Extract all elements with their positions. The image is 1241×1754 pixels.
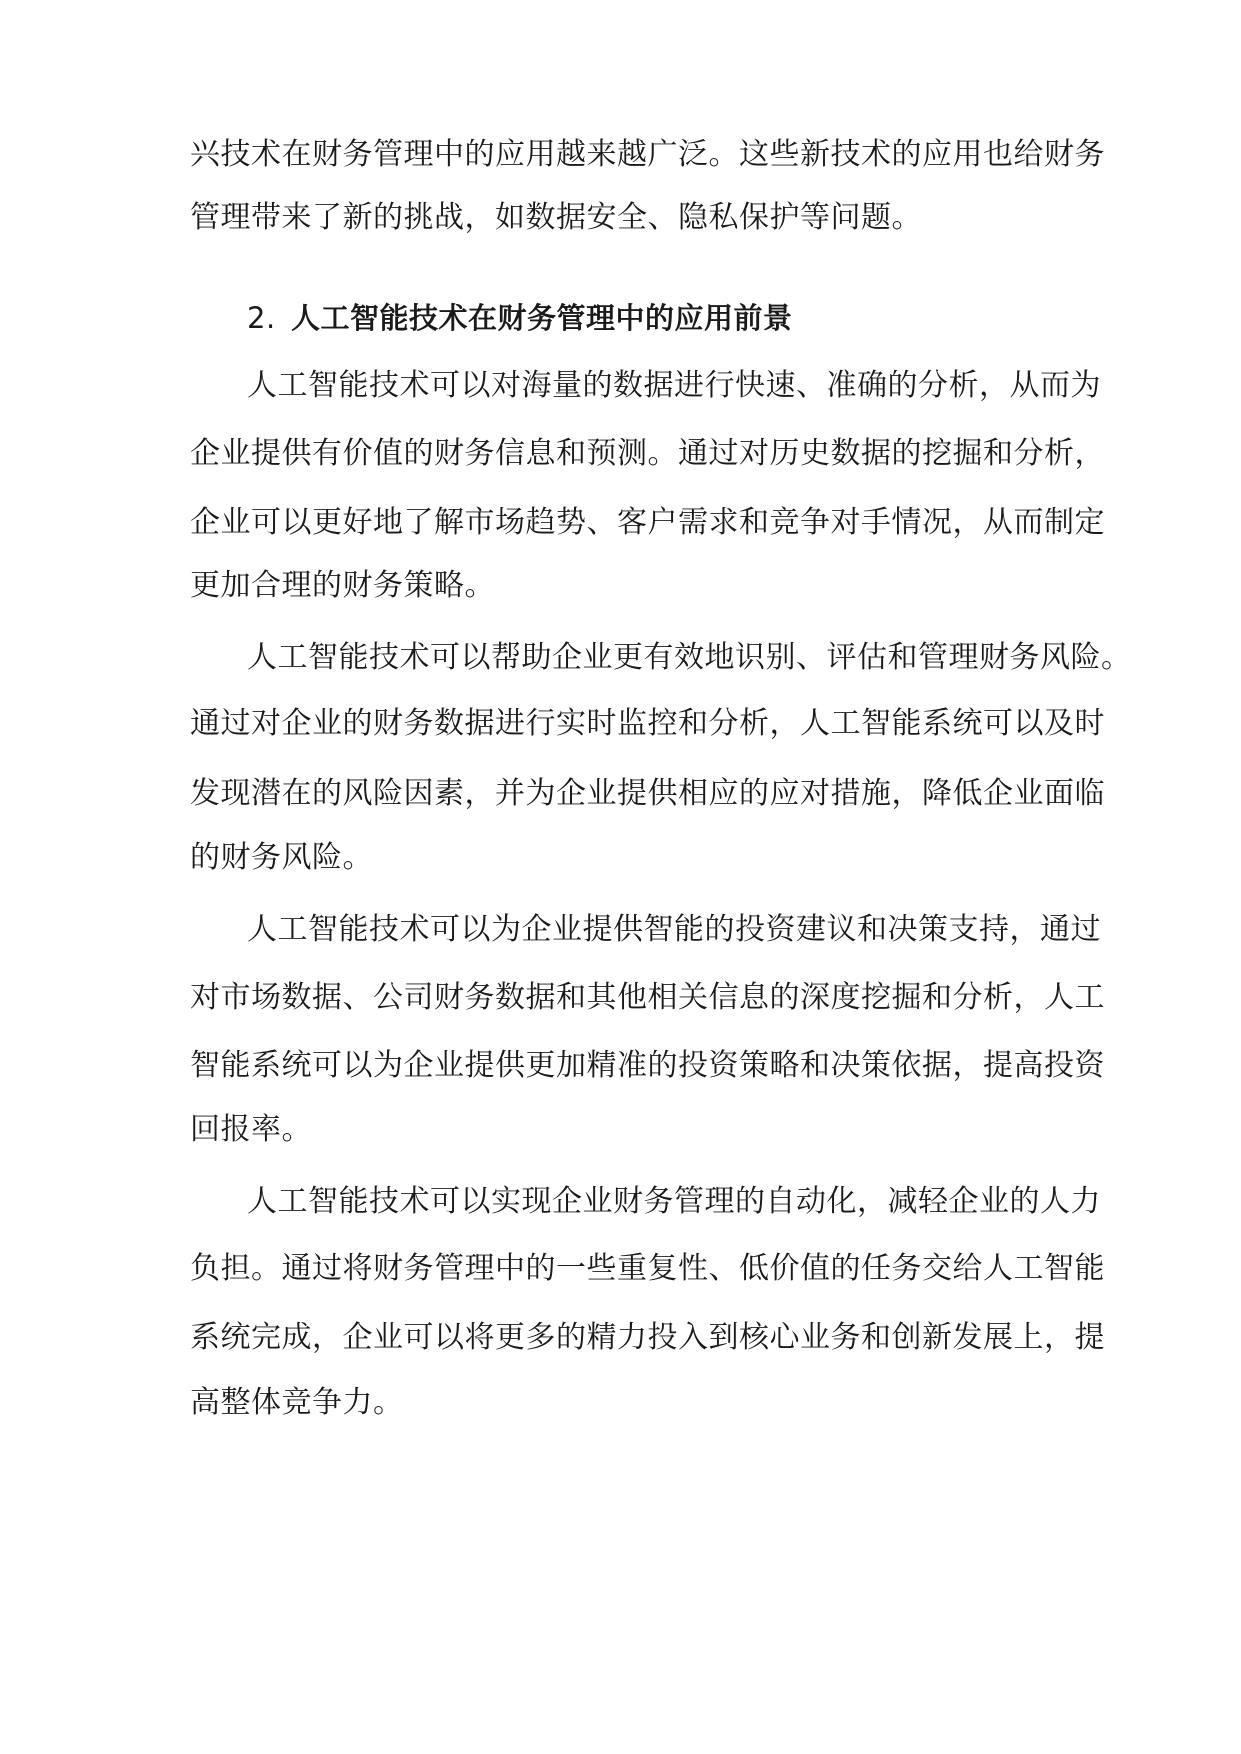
paragraph-2-line-1: 人工智能技术可以帮助企业更有效地识别、评估和管理财务风险。 — [247, 640, 1132, 675]
paragraph-4-line-1: 人工智能技术可以实现企业财务管理的自动化，减轻企业的人力 — [247, 1184, 1101, 1219]
paragraph-2-line-3: 发现潜在的风险因素，并为企业提供相应的应对措施，降低企业面临 — [190, 776, 1105, 811]
section-number: 2. — [247, 301, 276, 335]
intro-line-2: 管理带来了新的挑战，如数据安全、隐私保护等问题。 — [190, 200, 922, 235]
paragraph-2-line-4: 的财务风险。 — [190, 840, 373, 875]
section-title: 人工智能技术在财务管理中的应用前景 — [291, 301, 793, 335]
paragraph-3-line-1: 人工智能技术可以为企业提供智能的投资建议和决策支持，通过 — [247, 912, 1101, 947]
paragraph-2-line-2: 通过对企业的财务数据进行实时监控和分析，人工智能系统可以及时 — [190, 706, 1105, 741]
paragraph-1-line-1: 人工智能技术可以对海量的数据进行快速、准确的分析，从而为 — [247, 368, 1101, 403]
paragraph-4-line-2: 负担。通过将财务管理中的一些重复性、低价值的任务交给人工智能 — [190, 1251, 1105, 1286]
paragraph-4-line-3: 系统完成，企业可以将更多的精力投入到核心业务和创新发展上，提 — [190, 1320, 1105, 1355]
paragraph-1-line-4: 更加合理的财务策略。 — [190, 568, 495, 603]
paragraph-1-line-2: 企业提供有价值的财务信息和预测。通过对历史数据的挖掘和分析， — [190, 436, 1105, 471]
section-heading — [247, 300, 793, 336]
paragraph-4-line-4: 高整体竞争力。 — [190, 1385, 404, 1420]
paragraph-1-line-3: 企业可以更好地了解市场趋势、客户需求和竞争对手情况，从而制定 — [190, 505, 1105, 540]
intro-line-1: 兴技术在财务管理中的应用越来越广泛。这些新技术的应用也给财务 — [190, 137, 1105, 172]
paragraph-3-line-2: 对市场数据、公司财务数据和其他相关信息的深度挖掘和分析，人工 — [190, 980, 1105, 1015]
paragraph-3-line-4: 回报率。 — [190, 1112, 312, 1147]
paragraph-3-line-3: 智能系统可以为企业提供更加精准的投资策略和决策依据，提高投资 — [190, 1048, 1105, 1083]
